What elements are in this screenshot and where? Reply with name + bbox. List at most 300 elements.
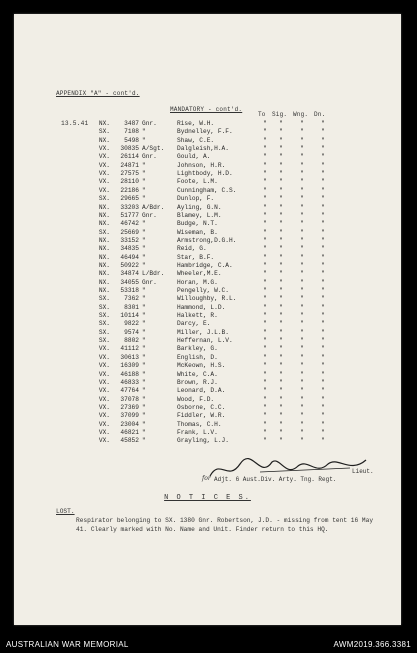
service-prefix: NX.: [98, 220, 110, 228]
service-number: 8802: [124, 337, 139, 345]
service-prefix: VX.: [98, 403, 110, 411]
ditto-mark: ": [300, 120, 304, 127]
rank: A/Sgt.: [142, 145, 165, 153]
col-header-wng: Wng.: [293, 111, 309, 118]
soldier-name: Dunlop, F.: [177, 195, 215, 203]
service-number: 23004: [120, 420, 139, 428]
ditto-mark: ": [300, 378, 304, 386]
soldier-name: Rise, W.H.: [177, 120, 215, 127]
ditto-mark: ": [279, 195, 283, 203]
service-prefix: NX.: [98, 211, 110, 219]
ditto-mark: ": [321, 337, 325, 345]
lost-notice-text: Respirator belonging to SX. 1380 Gnr. Robertson, J.D. - missing from tent 16 May 41. Clearly marked with No. Name and Unit. Finder return to this HQ.: [76, 517, 374, 533]
ditto-mark: ": [321, 161, 325, 169]
service-number: 37078: [120, 395, 139, 403]
service-prefix: VX.: [98, 178, 110, 186]
ditto-mark: ": [279, 420, 283, 428]
rank: ": [142, 395, 146, 403]
table-row: [14, 404, 401, 412]
section-heading: MANDATORY - cont'd.: [170, 106, 243, 113]
ditto-mark: ": [300, 161, 304, 169]
service-prefix: VX.: [98, 412, 110, 420]
service-number: 22186: [120, 186, 139, 194]
ditto-mark: ": [300, 403, 304, 411]
table-row: [14, 137, 401, 145]
rank: ": [142, 295, 146, 303]
ditto-mark: ": [263, 345, 267, 353]
service-number: 27575: [120, 170, 139, 178]
ditto-mark: ": [300, 236, 304, 244]
ditto-mark: ": [263, 303, 267, 311]
soldier-name: Wood, F.D.: [177, 395, 215, 403]
ditto-mark: ": [300, 170, 304, 178]
service-prefix: VX.: [98, 170, 110, 178]
service-prefix: NX.: [98, 120, 110, 127]
service-prefix: NX.: [98, 245, 110, 253]
ditto-mark: ": [321, 395, 325, 403]
ditto-mark: ": [279, 136, 283, 144]
service-prefix: SX.: [98, 195, 110, 203]
table-row: [14, 287, 401, 295]
ditto-mark: ": [279, 153, 283, 161]
soldier-name: Armstrong,D.G.H.: [177, 236, 237, 244]
document-page: [14, 14, 401, 625]
ditto-mark: ": [263, 378, 267, 386]
ditto-mark: ": [263, 120, 267, 127]
ditto-mark: ": [300, 420, 304, 428]
ditto-mark: ": [263, 220, 267, 228]
service-prefix: NX.: [98, 253, 110, 261]
ditto-mark: ": [263, 287, 267, 294]
ditto-mark: ": [321, 387, 325, 395]
soldier-name: Lightbody, H.D.: [177, 170, 233, 178]
service-prefix: VX.: [98, 437, 110, 445]
footer-accession: AWM2019.366.3381: [333, 640, 411, 649]
ditto-mark: ": [279, 203, 283, 211]
service-number: 27369: [120, 403, 139, 411]
soldier-name: Wheeler,M.E.: [177, 270, 222, 278]
table-row: [14, 178, 401, 186]
service-prefix: NX.: [98, 261, 110, 269]
service-number: 9822: [124, 320, 139, 328]
service-prefix: VX.: [98, 387, 110, 395]
service-prefix: VX.: [98, 353, 110, 361]
ditto-mark: ": [279, 220, 283, 228]
ditto-mark: ": [279, 278, 283, 286]
soldier-name: Reid, G.: [177, 245, 207, 253]
ditto-mark: ": [279, 245, 283, 253]
service-prefix: VX.: [98, 345, 110, 353]
service-number: 30613: [120, 353, 139, 361]
rank: ": [142, 412, 146, 420]
rank: ": [142, 228, 146, 236]
soldier-name: Hammond, L.D.: [177, 303, 226, 311]
service-prefix: SX.: [98, 303, 110, 311]
table-row: [14, 145, 401, 153]
ditto-mark: ": [300, 362, 304, 370]
ditto-mark: ": [321, 253, 325, 261]
ditto-mark: ": [321, 420, 325, 428]
ditto-mark: ": [263, 161, 267, 169]
service-number: 46494: [120, 253, 139, 261]
service-prefix: VX.: [98, 378, 110, 386]
table-row: [14, 412, 401, 420]
soldier-name: Star, B.F.: [177, 253, 215, 261]
table-row: [14, 262, 401, 270]
ditto-mark: ": [321, 295, 325, 303]
service-number: 51777: [120, 211, 139, 219]
service-number: 3487: [124, 120, 139, 127]
service-number: 33203: [120, 203, 139, 211]
ditto-mark: ": [279, 412, 283, 420]
ditto-mark: ": [263, 136, 267, 144]
rank: ": [142, 345, 146, 353]
ditto-mark: ": [300, 211, 304, 219]
ditto-mark: ": [321, 186, 325, 194]
rank: Gnr.: [142, 211, 157, 219]
rank: ": [142, 437, 146, 445]
service-prefix: NX.: [98, 203, 110, 211]
ditto-mark: ": [279, 178, 283, 186]
ditto-mark: ": [279, 261, 283, 269]
table-row: [14, 304, 401, 312]
ditto-mark: ": [279, 395, 283, 403]
ditto-mark: ": [300, 320, 304, 328]
ditto-mark: ": [300, 287, 304, 294]
table-row: [14, 153, 401, 161]
ditto-mark: ": [279, 337, 283, 345]
table-row: [14, 429, 401, 437]
ditto-mark: ": [279, 353, 283, 361]
rank: ": [142, 320, 146, 328]
ditto-mark: ": [279, 403, 283, 411]
table-row: [14, 279, 401, 287]
service-prefix: VX.: [98, 370, 110, 378]
ditto-mark: ": [300, 261, 304, 269]
rank: ": [142, 136, 146, 144]
rank: Gnr.: [142, 120, 157, 127]
signature-prefix: for: [202, 475, 211, 482]
ditto-mark: ": [279, 320, 283, 328]
rank: ": [142, 128, 146, 136]
service-number: 7108: [124, 128, 139, 136]
ditto-mark: ": [321, 170, 325, 178]
ditto-mark: ": [263, 145, 267, 153]
ditto-mark: ": [300, 128, 304, 136]
soldier-name: Fiddler, W.R.: [177, 412, 226, 420]
ditto-mark: ": [279, 186, 283, 194]
ditto-mark: ": [263, 170, 267, 178]
service-prefix: NX.: [98, 236, 110, 244]
table-row: [14, 421, 401, 429]
rank: ": [142, 186, 146, 194]
ditto-mark: ": [279, 378, 283, 386]
ditto-mark: ": [321, 278, 325, 286]
rank: ": [142, 328, 146, 336]
table-row: [14, 128, 401, 136]
soldier-name: Frank, L.V.: [177, 428, 218, 436]
service-number: 34874: [120, 270, 139, 278]
service-prefix: NX.: [98, 136, 110, 144]
ditto-mark: ": [321, 353, 325, 361]
ditto-mark: ": [263, 245, 267, 253]
ditto-mark: ": [263, 186, 267, 194]
ditto-mark: ": [321, 153, 325, 161]
ditto-mark: ": [321, 128, 325, 136]
ditto-mark: ": [279, 345, 283, 353]
ditto-mark: ": [263, 312, 267, 320]
table-row: [14, 371, 401, 379]
ditto-mark: ": [263, 211, 267, 219]
soldier-name: Miller, J.L.B.: [177, 328, 229, 336]
service-prefix: SX.: [98, 337, 110, 345]
ditto-mark: ": [321, 245, 325, 253]
table-row: [14, 312, 401, 320]
ditto-mark: ": [321, 120, 325, 127]
ditto-mark: ": [279, 362, 283, 370]
footer-institution: AUSTRALIAN WAR MEMORIAL: [6, 640, 129, 649]
ditto-mark: ": [263, 353, 267, 361]
soldier-name: Dalgleish,H.A.: [177, 145, 229, 153]
ditto-mark: ": [279, 228, 283, 236]
ditto-mark: ": [300, 186, 304, 194]
service-number: 7362: [124, 295, 139, 303]
service-prefix: SX.: [98, 228, 110, 236]
service-number: 46833: [120, 378, 139, 386]
service-number: 30835: [120, 145, 139, 153]
ditto-mark: ": [300, 428, 304, 436]
service-prefix: VX.: [98, 362, 110, 370]
rank: ": [142, 261, 146, 269]
col-header-sig: Sig.: [272, 111, 288, 118]
ditto-mark: ": [321, 362, 325, 370]
soldier-name: Johnson, H.R.: [177, 161, 226, 169]
soldier-name: Osborne, C.C.: [177, 403, 226, 411]
ditto-mark: ": [279, 295, 283, 303]
rank: ": [142, 236, 146, 244]
ditto-mark: ": [263, 295, 267, 303]
table-row: [14, 437, 401, 445]
ditto-mark: ": [300, 153, 304, 161]
rank: ": [142, 195, 146, 203]
soldier-name: Gould, A.: [177, 153, 211, 161]
ditto-mark: ": [279, 270, 283, 278]
ditto-mark: ": [263, 412, 267, 420]
soldier-name: Leonard, D.A.: [177, 387, 226, 395]
service-number: 46821: [120, 428, 139, 436]
rank: ": [142, 337, 146, 345]
ditto-mark: ": [321, 412, 325, 420]
rank: ": [142, 353, 146, 361]
ditto-mark: ": [321, 228, 325, 236]
ditto-mark: ": [300, 312, 304, 320]
ditto-mark: ": [300, 345, 304, 353]
soldier-name: McKeown, H.S.: [177, 362, 226, 370]
soldier-name: Horan, M.G.: [177, 278, 218, 286]
ditto-mark: ": [321, 403, 325, 411]
rank: Gnr.: [142, 153, 157, 161]
table-row: [14, 337, 401, 345]
ditto-mark: ": [279, 387, 283, 395]
ditto-mark: ": [300, 270, 304, 278]
soldier-name: Brown, R.J.: [177, 378, 218, 386]
ditto-mark: ": [300, 328, 304, 336]
rank: Gnr.: [142, 278, 157, 286]
ditto-mark: ": [300, 395, 304, 403]
ditto-mark: ": [300, 387, 304, 395]
table-row: [14, 204, 401, 212]
ditto-mark: ": [263, 328, 267, 336]
lost-heading: LOST.: [56, 508, 75, 515]
service-prefix: NX.: [98, 287, 110, 294]
signature-unit: Adjt. 6 Aust.Div. Arty. Tng. Regt.: [214, 476, 337, 483]
rank: ": [142, 245, 146, 253]
soldier-name: Budge, N.T.: [177, 220, 218, 228]
ditto-mark: ": [321, 378, 325, 386]
ditto-mark: ": [321, 287, 325, 294]
service-prefix: SX.: [98, 312, 110, 320]
soldier-name: Ayling, G.N.: [177, 203, 222, 211]
ditto-mark: ": [321, 236, 325, 244]
rank: ": [142, 161, 146, 169]
service-prefix: NX.: [98, 270, 110, 278]
ditto-mark: ": [263, 437, 267, 445]
table-row: [14, 195, 401, 203]
ditto-mark: ": [263, 362, 267, 370]
service-number: 24871: [120, 161, 139, 169]
soldier-name: Foote, L.M.: [177, 178, 218, 186]
ditto-mark: ": [321, 203, 325, 211]
service-number: 45852: [120, 437, 139, 445]
table-row: [14, 396, 401, 404]
soldier-name: Barkley, G.: [177, 345, 218, 353]
rank: ": [142, 403, 146, 411]
ditto-mark: ": [263, 178, 267, 186]
soldier-name: Pengelly, W.C.: [177, 287, 229, 294]
service-prefix: SX.: [98, 128, 110, 136]
ditto-mark: ": [321, 136, 325, 144]
rank: ": [142, 362, 146, 370]
col-header-to: To: [258, 111, 266, 118]
service-prefix: NX.: [98, 278, 110, 286]
ditto-mark: ": [279, 170, 283, 178]
ditto-mark: ": [279, 287, 283, 294]
rank: ": [142, 170, 146, 178]
table-row: [14, 329, 401, 337]
service-number: 46188: [120, 370, 139, 378]
ditto-mark: ": [321, 220, 325, 228]
ditto-mark: ": [300, 178, 304, 186]
rank: ": [142, 287, 146, 294]
soldier-name: Blamey, L.M.: [177, 211, 222, 219]
service-number: 16309: [120, 362, 139, 370]
ditto-mark: ": [321, 211, 325, 219]
ditto-mark: ": [300, 220, 304, 228]
service-prefix: VX.: [98, 161, 110, 169]
service-number: 33152: [120, 236, 139, 244]
ditto-mark: ": [263, 420, 267, 428]
col-header-dn: Dn.: [314, 111, 326, 118]
rank: ": [142, 428, 146, 436]
service-prefix: VX.: [98, 395, 110, 403]
table-row: [14, 295, 401, 303]
table-row: [14, 379, 401, 387]
ditto-mark: ": [300, 136, 304, 144]
rank: A/Bdr.: [142, 203, 165, 211]
ditto-mark: ": [279, 437, 283, 445]
ditto-mark: ": [263, 320, 267, 328]
rank: ": [142, 253, 146, 261]
service-number: 46742: [120, 220, 139, 228]
service-prefix: VX.: [98, 428, 110, 436]
ditto-mark: ": [263, 253, 267, 261]
service-number: 50922: [120, 261, 139, 269]
service-prefix: VX.: [98, 153, 110, 161]
ditto-mark: ": [300, 278, 304, 286]
ditto-mark: ": [263, 195, 267, 203]
table-row: [14, 120, 401, 128]
ditto-mark: ": [279, 303, 283, 311]
service-prefix: VX.: [98, 420, 110, 428]
table-row: [14, 387, 401, 395]
ditto-mark: ": [300, 195, 304, 203]
soldier-name: Willoughby, R.L.: [177, 295, 237, 303]
ditto-mark: ": [263, 153, 267, 161]
rank: ": [142, 370, 146, 378]
soldier-name: Wiseman, B.: [177, 228, 218, 236]
appendix-heading: APPENDIX "A" - cont'd.: [56, 90, 140, 97]
soldier-name: Heffernan, L.V.: [177, 337, 233, 345]
table-row: [14, 320, 401, 328]
notices-heading: N O T I C E S.: [164, 494, 251, 502]
table-row: [14, 362, 401, 370]
service-prefix: SX.: [98, 328, 110, 336]
ditto-mark: ": [263, 370, 267, 378]
ditto-mark: ": [263, 236, 267, 244]
soldier-name: Thomas, C.H.: [177, 420, 222, 428]
rank: ": [142, 387, 146, 395]
ditto-mark: ": [263, 387, 267, 395]
service-number: 47764: [120, 387, 139, 395]
table-row: [14, 245, 401, 253]
rank: ": [142, 378, 146, 386]
start-date: 13.5.41: [61, 120, 89, 127]
service-number: 34055: [120, 278, 139, 286]
soldier-name: Shaw, C.E.: [177, 136, 215, 144]
ditto-mark: ": [321, 428, 325, 436]
service-number: 9574: [124, 328, 139, 336]
ditto-mark: ": [263, 228, 267, 236]
signature-rank: Lieut.: [352, 468, 374, 475]
ditto-mark: ": [279, 428, 283, 436]
table-row: [14, 170, 401, 178]
soldier-name: Hambridge, C.A.: [177, 261, 233, 269]
table-row: [14, 345, 401, 353]
soldier-name: Grayling, L.J.: [177, 437, 229, 445]
ditto-mark: ": [321, 312, 325, 320]
ditto-mark: ": [300, 337, 304, 345]
soldier-name: English, D.: [177, 353, 218, 361]
ditto-mark: ": [300, 145, 304, 153]
service-prefix: VX.: [98, 186, 110, 194]
service-number: 41112: [120, 345, 139, 353]
ditto-mark: ": [263, 203, 267, 211]
ditto-mark: ": [279, 253, 283, 261]
rank: ": [142, 303, 146, 311]
ditto-mark: ": [321, 270, 325, 278]
table-row: [14, 237, 401, 245]
ditto-mark: ": [321, 328, 325, 336]
